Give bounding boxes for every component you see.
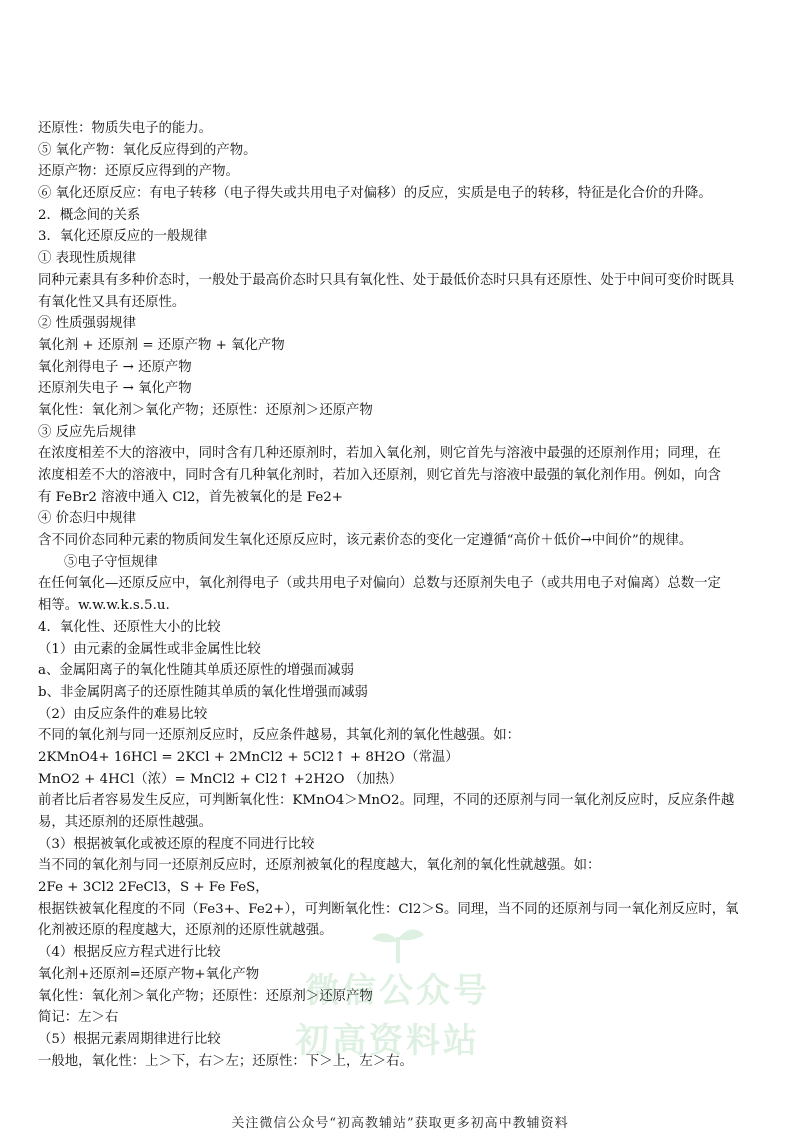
text-line: a、金属阳离子的氧化性随其单质还原性的增强而减弱: [38, 663, 354, 679]
subsection-heading: （3）根据被氧化或被还原的程度不同进行比较: [38, 836, 315, 852]
text-line: 有 FeBr2 溶液中通入 Cl2，首先被氧化的是 Fe2+: [38, 489, 344, 505]
rule-heading: ⑤电子守恒规律: [64, 554, 158, 570]
rule-heading: ② 性质强弱规律: [38, 316, 136, 332]
document-body: [38, 118, 764, 1072]
section-heading: 2．概念间的关系: [38, 207, 141, 223]
equation-line: 2KMnO4+ 16HCl = 2KCl + 2MnCl2 + 5Cl2↑ + 8H2O（常温）: [38, 749, 459, 765]
text-line: 有氧化性又具有还原性。: [38, 294, 186, 310]
text-line: ⑥ 氧化还原反应：有电子转移（电子得失或共用电子对偏移）的反应，实质是电子的转移，特征是化合价的升降。: [38, 186, 712, 202]
subsection-heading: （5）根据元素周期律进行比较: [38, 1031, 221, 1047]
text-line: 当不同的氧化剂与同一还原剂反应时，还原剂被氧化的程度越大，氧化剂的氧化性就越强。如：: [38, 858, 601, 874]
text-line: 还原产物：还原反应得到的产物。: [38, 164, 239, 180]
text-line: 在浓度相差不大的溶液中，同时含有几种还原剂时，若加入氧化剂，则它首先与溶液中最强的还原剂作用；同理，在: [38, 446, 721, 462]
text-line: 易，其还原剂的还原性越强。: [38, 815, 213, 830]
rule-heading: ③ 反应先后规律: [38, 424, 136, 440]
page-footer: 关注微信公众号“初高教辅站”获取更多初高中教辅资料: [231, 1116, 569, 1131]
equation-line: 2Fe + 3Cl2 2FeCl3，S + Fe FeS，: [38, 880, 269, 896]
subsection-heading: （1）由元素的金属性或非金属性比较: [38, 641, 261, 657]
text-line: 氧化性：氧化剂＞氧化产物；还原性：还原剂＞还原产物: [38, 402, 373, 418]
text-line: 前者比后者容易发生反应，可判断氧化性：KMnO4＞MnO2。同理，不同的还原剂与同一氧化剂反应时，反应条件越: [38, 793, 735, 809]
watermark-line-2: 初高资料站: [295, 1021, 480, 1061]
rule-heading: ④ 价态归中规律: [38, 511, 136, 527]
section-heading: 4．氧化性、还原性大小的比较: [38, 619, 221, 635]
text-line: 还原剂失电子 → 氧化产物: [38, 381, 192, 397]
text-line: 氧化剂 + 还原剂 = 还原产物 + 氧化产物: [38, 337, 285, 353]
text-line: b、非金属阴离子的还原性随其单质的氧化性增强而减弱: [38, 684, 368, 700]
text-line: 浓度相差不大的溶液中，同时含有几种氧化剂时，若加入还原剂，则它首先与溶液中最强的氧化剂作用。例如，向含: [38, 468, 721, 483]
text-line: ⑤ 氧化产物：氧化反应得到的产物。: [38, 142, 257, 158]
subsection-heading: （2）由反应条件的难易比较: [38, 706, 208, 722]
text-line: 氧化剂+还原剂=还原产物+氧化产物: [38, 966, 260, 982]
equation-line: MnO2 + 4HCl（浓）= MnCl2 + Cl2↑ +2H2O （加热）: [38, 771, 403, 787]
text-line: 不同的氧化剂与同一还原剂反应时，反应条件越易，其氧化剂的氧化性越强。如：: [38, 728, 521, 744]
text-line: 氧化性：氧化剂＞氧化产物；还原性：还原剂＞还原产物: [38, 988, 373, 1004]
text-line: 氧化剂得电子 → 还原产物: [38, 359, 192, 375]
section-heading: 3．氧化还原反应的一般规律: [38, 229, 208, 245]
text-line: 化剂被还原的程度越大，还原剂的还原性就越强。: [38, 923, 333, 939]
text-line: 相等。w.w.w.k.s.5.u.: [38, 598, 170, 614]
watermark-line-1: 微信公众号: [305, 971, 490, 1011]
text-line: 简记：左＞右: [38, 1010, 119, 1026]
subsection-heading: （4）根据反应方程式进行比较: [38, 945, 221, 961]
text-line: 根据铁被氧化程度的不同（Fe3+、Fe2+），可判断氧化性：Cl2＞S。同理，当不同的还原剂与同一氧化剂反应时，氧: [38, 901, 739, 917]
text-line: 同种元素具有多种价态时，一般处于最高价态时只具有氧化性、处于最低价态时只具有还原性、处于中间可变价时既具: [38, 272, 735, 288]
text-line: 在任何氧化—还原反应中，氧化剂得电子（或共用电子对偏向）总数与还原剂失电子（或共用电子对偏离）总数一定: [38, 576, 721, 592]
rule-heading: ① 表现性质规律: [38, 251, 136, 267]
text-line: 还原性：物质失电子的能力。: [38, 121, 213, 136]
text-line: 含不同价态同种元素的物质间发生氧化还原反应时，该元素价态的变化一定遵循“高价＋低价→中间价”的规律。: [38, 533, 693, 549]
text-line: 一般地，氧化性：上＞下，右＞左；还原性：下＞上，左＞右。: [38, 1053, 413, 1069]
